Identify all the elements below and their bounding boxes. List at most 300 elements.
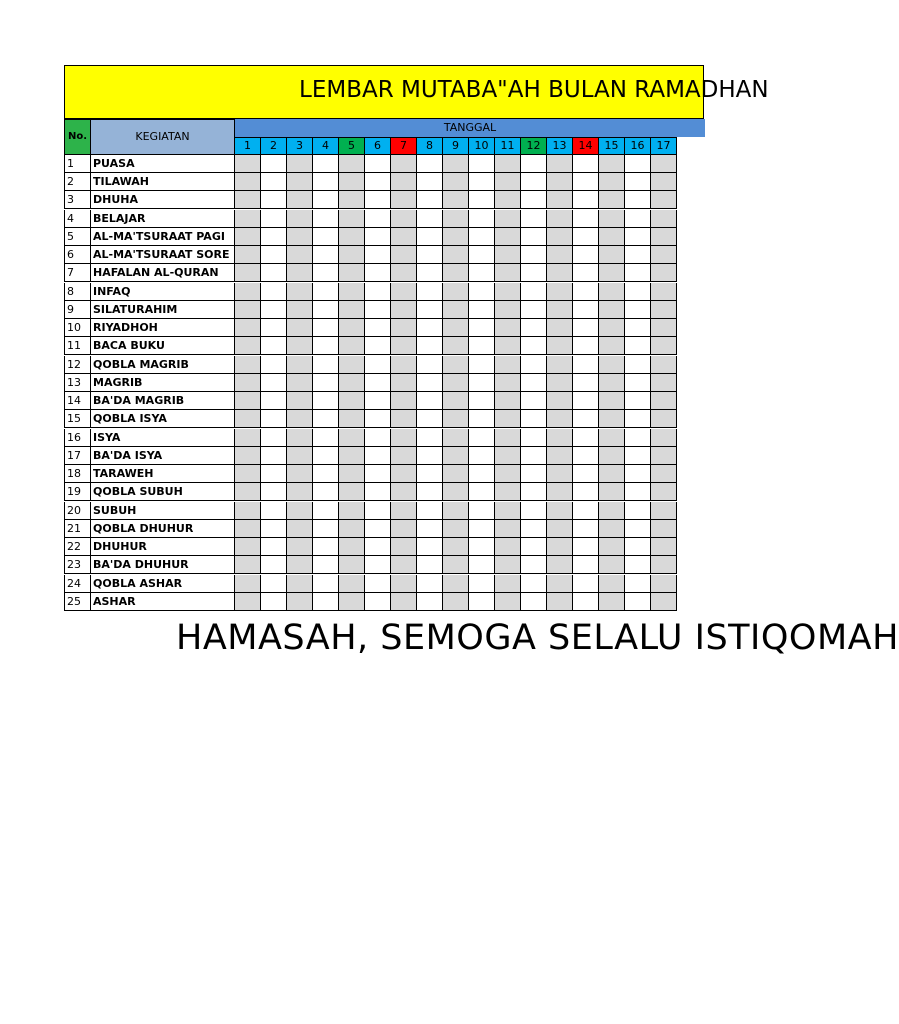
check-cell[interactable] — [443, 483, 469, 501]
check-cell[interactable] — [235, 392, 261, 410]
check-cell[interactable] — [495, 502, 521, 520]
check-cell[interactable] — [235, 337, 261, 355]
check-cell[interactable] — [547, 575, 573, 593]
check-cell[interactable] — [313, 538, 339, 556]
check-cell[interactable] — [651, 228, 677, 246]
check-cell[interactable] — [287, 392, 313, 410]
check-cell[interactable] — [235, 246, 261, 264]
check-cell[interactable] — [365, 465, 391, 483]
check-cell[interactable] — [261, 502, 287, 520]
check-cell[interactable] — [313, 502, 339, 520]
check-cell[interactable] — [625, 337, 651, 355]
check-cell[interactable] — [573, 483, 599, 501]
check-cell[interactable] — [365, 264, 391, 282]
check-cell[interactable] — [625, 465, 651, 483]
check-cell[interactable] — [339, 228, 365, 246]
check-cell[interactable] — [417, 392, 443, 410]
check-cell[interactable] — [261, 301, 287, 319]
check-cell[interactable] — [365, 301, 391, 319]
check-cell[interactable] — [651, 283, 677, 301]
check-cell[interactable] — [521, 429, 547, 447]
check-cell[interactable] — [625, 575, 651, 593]
check-cell[interactable] — [547, 392, 573, 410]
check-cell[interactable] — [599, 410, 625, 428]
check-cell[interactable] — [573, 228, 599, 246]
check-cell[interactable] — [443, 593, 469, 611]
check-cell[interactable] — [235, 520, 261, 538]
check-cell[interactable] — [469, 483, 495, 501]
check-cell[interactable] — [313, 210, 339, 228]
check-cell[interactable] — [547, 520, 573, 538]
check-cell[interactable] — [287, 374, 313, 392]
check-cell[interactable] — [443, 447, 469, 465]
check-cell[interactable] — [573, 210, 599, 228]
check-cell[interactable] — [339, 593, 365, 611]
check-cell[interactable] — [599, 502, 625, 520]
check-cell[interactable] — [287, 556, 313, 574]
check-cell[interactable] — [599, 191, 625, 209]
check-cell[interactable] — [495, 538, 521, 556]
check-cell[interactable] — [599, 483, 625, 501]
check-cell[interactable] — [521, 593, 547, 611]
check-cell[interactable] — [313, 392, 339, 410]
check-cell[interactable] — [625, 173, 651, 191]
check-cell[interactable] — [391, 246, 417, 264]
check-cell[interactable] — [521, 155, 547, 173]
check-cell[interactable] — [521, 283, 547, 301]
check-cell[interactable] — [573, 191, 599, 209]
check-cell[interactable] — [339, 191, 365, 209]
check-cell[interactable] — [313, 520, 339, 538]
check-cell[interactable] — [313, 337, 339, 355]
check-cell[interactable] — [287, 465, 313, 483]
check-cell[interactable] — [625, 538, 651, 556]
check-cell[interactable] — [261, 173, 287, 191]
check-cell[interactable] — [287, 155, 313, 173]
check-cell[interactable] — [287, 593, 313, 611]
check-cell[interactable] — [599, 374, 625, 392]
check-cell[interactable] — [313, 483, 339, 501]
check-cell[interactable] — [573, 520, 599, 538]
check-cell[interactable] — [261, 392, 287, 410]
check-cell[interactable] — [573, 556, 599, 574]
check-cell[interactable] — [599, 337, 625, 355]
check-cell[interactable] — [261, 556, 287, 574]
check-cell[interactable] — [261, 538, 287, 556]
check-cell[interactable] — [443, 337, 469, 355]
check-cell[interactable] — [651, 410, 677, 428]
check-cell[interactable] — [651, 392, 677, 410]
check-cell[interactable] — [625, 374, 651, 392]
check-cell[interactable] — [365, 173, 391, 191]
check-cell[interactable] — [235, 228, 261, 246]
check-cell[interactable] — [261, 228, 287, 246]
check-cell[interactable] — [287, 191, 313, 209]
check-cell[interactable] — [547, 447, 573, 465]
check-cell[interactable] — [625, 502, 651, 520]
check-cell[interactable] — [391, 374, 417, 392]
check-cell[interactable] — [235, 301, 261, 319]
check-cell[interactable] — [443, 356, 469, 374]
check-cell[interactable] — [235, 210, 261, 228]
check-cell[interactable] — [443, 538, 469, 556]
check-cell[interactable] — [313, 465, 339, 483]
check-cell[interactable] — [391, 410, 417, 428]
check-cell[interactable] — [599, 520, 625, 538]
check-cell[interactable] — [287, 429, 313, 447]
check-cell[interactable] — [651, 447, 677, 465]
check-cell[interactable] — [417, 228, 443, 246]
check-cell[interactable] — [287, 538, 313, 556]
check-cell[interactable] — [547, 337, 573, 355]
check-cell[interactable] — [391, 264, 417, 282]
check-cell[interactable] — [651, 593, 677, 611]
check-cell[interactable] — [573, 155, 599, 173]
check-cell[interactable] — [521, 319, 547, 337]
check-cell[interactable] — [521, 392, 547, 410]
check-cell[interactable] — [547, 246, 573, 264]
check-cell[interactable] — [495, 429, 521, 447]
check-cell[interactable] — [625, 155, 651, 173]
check-cell[interactable] — [391, 210, 417, 228]
check-cell[interactable] — [313, 374, 339, 392]
check-cell[interactable] — [651, 155, 677, 173]
check-cell[interactable] — [625, 593, 651, 611]
check-cell[interactable] — [391, 483, 417, 501]
check-cell[interactable] — [547, 301, 573, 319]
check-cell[interactable] — [547, 538, 573, 556]
check-cell[interactable] — [261, 429, 287, 447]
check-cell[interactable] — [469, 319, 495, 337]
check-cell[interactable] — [625, 210, 651, 228]
check-cell[interactable] — [287, 228, 313, 246]
check-cell[interactable] — [521, 264, 547, 282]
check-cell[interactable] — [235, 538, 261, 556]
check-cell[interactable] — [547, 173, 573, 191]
check-cell[interactable] — [521, 374, 547, 392]
check-cell[interactable] — [573, 575, 599, 593]
check-cell[interactable] — [339, 483, 365, 501]
check-cell[interactable] — [495, 246, 521, 264]
check-cell[interactable] — [651, 429, 677, 447]
check-cell[interactable] — [443, 410, 469, 428]
check-cell[interactable] — [417, 465, 443, 483]
check-cell[interactable] — [521, 520, 547, 538]
check-cell[interactable] — [339, 502, 365, 520]
check-cell[interactable] — [443, 301, 469, 319]
check-cell[interactable] — [651, 538, 677, 556]
check-cell[interactable] — [469, 465, 495, 483]
check-cell[interactable] — [651, 502, 677, 520]
check-cell[interactable] — [391, 283, 417, 301]
check-cell[interactable] — [495, 392, 521, 410]
check-cell[interactable] — [313, 264, 339, 282]
check-cell[interactable] — [625, 246, 651, 264]
check-cell[interactable] — [313, 447, 339, 465]
check-cell[interactable] — [313, 556, 339, 574]
check-cell[interactable] — [573, 465, 599, 483]
check-cell[interactable] — [339, 173, 365, 191]
check-cell[interactable] — [235, 593, 261, 611]
check-cell[interactable] — [599, 356, 625, 374]
check-cell[interactable] — [469, 155, 495, 173]
check-cell[interactable] — [235, 502, 261, 520]
check-cell[interactable] — [521, 465, 547, 483]
check-cell[interactable] — [469, 283, 495, 301]
check-cell[interactable] — [365, 556, 391, 574]
check-cell[interactable] — [521, 575, 547, 593]
check-cell[interactable] — [313, 356, 339, 374]
check-cell[interactable] — [495, 520, 521, 538]
check-cell[interactable] — [235, 575, 261, 593]
check-cell[interactable] — [417, 191, 443, 209]
check-cell[interactable] — [261, 593, 287, 611]
check-cell[interactable] — [599, 246, 625, 264]
check-cell[interactable] — [287, 246, 313, 264]
check-cell[interactable] — [261, 447, 287, 465]
check-cell[interactable] — [443, 520, 469, 538]
check-cell[interactable] — [651, 575, 677, 593]
check-cell[interactable] — [495, 575, 521, 593]
check-cell[interactable] — [599, 429, 625, 447]
check-cell[interactable] — [261, 374, 287, 392]
check-cell[interactable] — [313, 575, 339, 593]
check-cell[interactable] — [651, 337, 677, 355]
check-cell[interactable] — [339, 447, 365, 465]
check-cell[interactable] — [469, 246, 495, 264]
check-cell[interactable] — [417, 374, 443, 392]
check-cell[interactable] — [391, 520, 417, 538]
check-cell[interactable] — [599, 319, 625, 337]
check-cell[interactable] — [339, 264, 365, 282]
check-cell[interactable] — [469, 575, 495, 593]
check-cell[interactable] — [573, 502, 599, 520]
check-cell[interactable] — [599, 538, 625, 556]
check-cell[interactable] — [573, 538, 599, 556]
check-cell[interactable] — [365, 483, 391, 501]
check-cell[interactable] — [469, 447, 495, 465]
check-cell[interactable] — [365, 283, 391, 301]
check-cell[interactable] — [599, 264, 625, 282]
check-cell[interactable] — [365, 538, 391, 556]
check-cell[interactable] — [339, 374, 365, 392]
check-cell[interactable] — [625, 356, 651, 374]
check-cell[interactable] — [495, 155, 521, 173]
check-cell[interactable] — [365, 410, 391, 428]
check-cell[interactable] — [287, 301, 313, 319]
check-cell[interactable] — [599, 228, 625, 246]
check-cell[interactable] — [313, 191, 339, 209]
check-cell[interactable] — [261, 283, 287, 301]
check-cell[interactable] — [417, 520, 443, 538]
check-cell[interactable] — [599, 392, 625, 410]
check-cell[interactable] — [599, 465, 625, 483]
check-cell[interactable] — [391, 337, 417, 355]
check-cell[interactable] — [547, 593, 573, 611]
check-cell[interactable] — [339, 538, 365, 556]
check-cell[interactable] — [235, 356, 261, 374]
check-cell[interactable] — [469, 392, 495, 410]
check-cell[interactable] — [547, 483, 573, 501]
check-cell[interactable] — [417, 410, 443, 428]
check-cell[interactable] — [573, 447, 599, 465]
check-cell[interactable] — [261, 410, 287, 428]
check-cell[interactable] — [651, 483, 677, 501]
check-cell[interactable] — [469, 502, 495, 520]
check-cell[interactable] — [495, 410, 521, 428]
check-cell[interactable] — [599, 210, 625, 228]
check-cell[interactable] — [287, 356, 313, 374]
check-cell[interactable] — [339, 556, 365, 574]
check-cell[interactable] — [391, 392, 417, 410]
check-cell[interactable] — [365, 593, 391, 611]
check-cell[interactable] — [521, 228, 547, 246]
check-cell[interactable] — [443, 392, 469, 410]
check-cell[interactable] — [469, 556, 495, 574]
check-cell[interactable] — [313, 429, 339, 447]
check-cell[interactable] — [625, 283, 651, 301]
check-cell[interactable] — [391, 319, 417, 337]
check-cell[interactable] — [625, 264, 651, 282]
check-cell[interactable] — [235, 319, 261, 337]
check-cell[interactable] — [365, 210, 391, 228]
check-cell[interactable] — [547, 374, 573, 392]
check-cell[interactable] — [287, 210, 313, 228]
check-cell[interactable] — [521, 502, 547, 520]
check-cell[interactable] — [573, 356, 599, 374]
check-cell[interactable] — [547, 155, 573, 173]
check-cell[interactable] — [417, 356, 443, 374]
check-cell[interactable] — [469, 337, 495, 355]
check-cell[interactable] — [495, 447, 521, 465]
check-cell[interactable] — [469, 173, 495, 191]
check-cell[interactable] — [495, 593, 521, 611]
check-cell[interactable] — [287, 337, 313, 355]
check-cell[interactable] — [261, 575, 287, 593]
check-cell[interactable] — [495, 556, 521, 574]
check-cell[interactable] — [417, 483, 443, 501]
check-cell[interactable] — [469, 356, 495, 374]
check-cell[interactable] — [573, 246, 599, 264]
check-cell[interactable] — [287, 502, 313, 520]
check-cell[interactable] — [651, 319, 677, 337]
check-cell[interactable] — [365, 575, 391, 593]
check-cell[interactable] — [443, 210, 469, 228]
check-cell[interactable] — [339, 155, 365, 173]
check-cell[interactable] — [547, 429, 573, 447]
check-cell[interactable] — [651, 356, 677, 374]
check-cell[interactable] — [495, 356, 521, 374]
check-cell[interactable] — [573, 301, 599, 319]
check-cell[interactable] — [417, 319, 443, 337]
check-cell[interactable] — [287, 447, 313, 465]
check-cell[interactable] — [573, 429, 599, 447]
check-cell[interactable] — [313, 301, 339, 319]
check-cell[interactable] — [443, 264, 469, 282]
check-cell[interactable] — [469, 374, 495, 392]
check-cell[interactable] — [339, 246, 365, 264]
check-cell[interactable] — [339, 337, 365, 355]
check-cell[interactable] — [391, 538, 417, 556]
check-cell[interactable] — [443, 319, 469, 337]
check-cell[interactable] — [521, 538, 547, 556]
check-cell[interactable] — [443, 246, 469, 264]
check-cell[interactable] — [547, 264, 573, 282]
check-cell[interactable] — [443, 374, 469, 392]
check-cell[interactable] — [417, 210, 443, 228]
check-cell[interactable] — [235, 374, 261, 392]
check-cell[interactable] — [599, 447, 625, 465]
check-cell[interactable] — [365, 429, 391, 447]
check-cell[interactable] — [365, 155, 391, 173]
check-cell[interactable] — [235, 283, 261, 301]
check-cell[interactable] — [625, 191, 651, 209]
check-cell[interactable] — [625, 429, 651, 447]
check-cell[interactable] — [651, 301, 677, 319]
check-cell[interactable] — [339, 301, 365, 319]
check-cell[interactable] — [521, 301, 547, 319]
check-cell[interactable] — [417, 283, 443, 301]
check-cell[interactable] — [443, 283, 469, 301]
check-cell[interactable] — [469, 264, 495, 282]
check-cell[interactable] — [651, 264, 677, 282]
check-cell[interactable] — [469, 301, 495, 319]
check-cell[interactable] — [443, 556, 469, 574]
check-cell[interactable] — [495, 228, 521, 246]
check-cell[interactable] — [235, 264, 261, 282]
check-cell[interactable] — [391, 575, 417, 593]
check-cell[interactable] — [417, 246, 443, 264]
check-cell[interactable] — [339, 575, 365, 593]
check-cell[interactable] — [365, 520, 391, 538]
check-cell[interactable] — [625, 319, 651, 337]
check-cell[interactable] — [547, 465, 573, 483]
check-cell[interactable] — [235, 191, 261, 209]
check-cell[interactable] — [469, 228, 495, 246]
check-cell[interactable] — [443, 465, 469, 483]
check-cell[interactable] — [521, 556, 547, 574]
check-cell[interactable] — [417, 575, 443, 593]
check-cell[interactable] — [261, 483, 287, 501]
check-cell[interactable] — [261, 465, 287, 483]
check-cell[interactable] — [625, 483, 651, 501]
check-cell[interactable] — [599, 283, 625, 301]
check-cell[interactable] — [599, 301, 625, 319]
check-cell[interactable] — [287, 483, 313, 501]
check-cell[interactable] — [547, 191, 573, 209]
check-cell[interactable] — [287, 319, 313, 337]
check-cell[interactable] — [313, 410, 339, 428]
check-cell[interactable] — [573, 337, 599, 355]
check-cell[interactable] — [651, 465, 677, 483]
check-cell[interactable] — [365, 447, 391, 465]
check-cell[interactable] — [313, 246, 339, 264]
check-cell[interactable] — [417, 502, 443, 520]
check-cell[interactable] — [313, 173, 339, 191]
check-cell[interactable] — [651, 210, 677, 228]
check-cell[interactable] — [417, 301, 443, 319]
check-cell[interactable] — [391, 593, 417, 611]
check-cell[interactable] — [547, 228, 573, 246]
check-cell[interactable] — [573, 283, 599, 301]
check-cell[interactable] — [573, 593, 599, 611]
check-cell[interactable] — [417, 538, 443, 556]
check-cell[interactable] — [417, 173, 443, 191]
check-cell[interactable] — [443, 173, 469, 191]
check-cell[interactable] — [261, 337, 287, 355]
check-cell[interactable] — [287, 575, 313, 593]
check-cell[interactable] — [625, 301, 651, 319]
